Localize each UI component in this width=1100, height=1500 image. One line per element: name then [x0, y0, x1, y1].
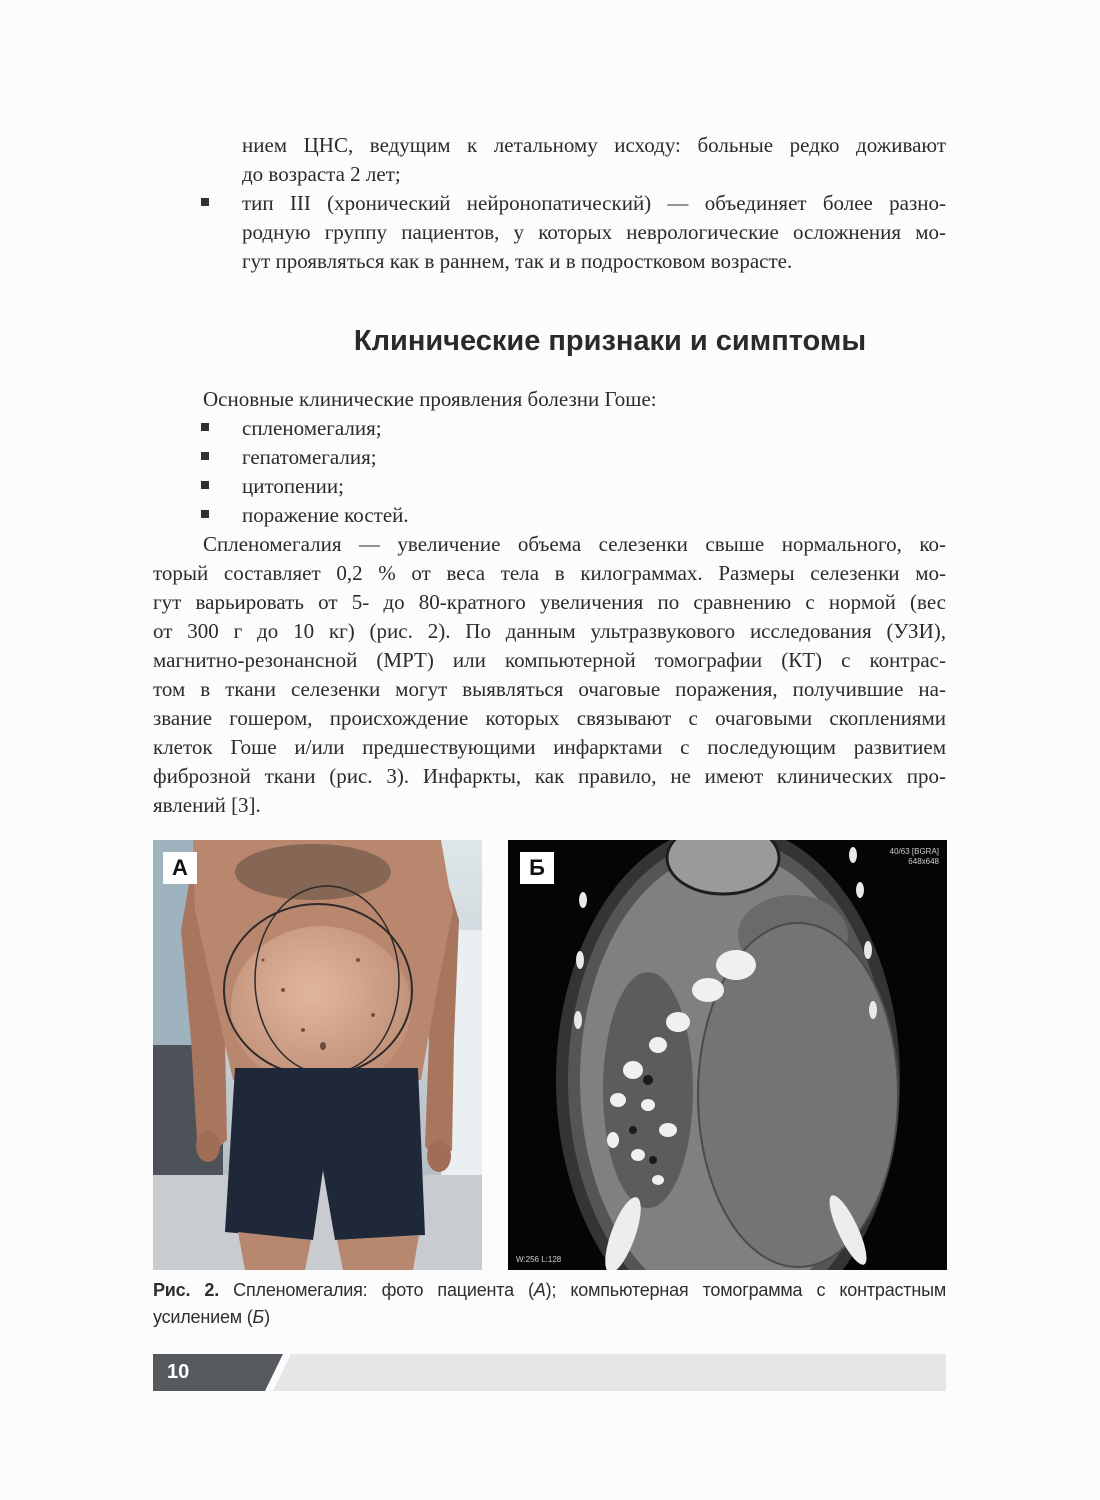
list-item-label: спленомегалия; — [242, 416, 382, 440]
section-body — [153, 385, 946, 820]
caption-italic: А — [533, 1280, 546, 1300]
figure-panel-a-patient-photo — [153, 840, 482, 1270]
square-bullet-icon — [201, 481, 209, 489]
ct-overlay-series: 40/63 [BGRA] — [889, 847, 939, 856]
square-bullet-icon — [201, 510, 209, 518]
caption-line — [153, 1304, 946, 1331]
paragraph-line: клеток Гоше и/или предшествующими инфарктами с последующим развитием — [153, 735, 946, 759]
figure-caption — [153, 1277, 946, 1331]
patient-photo-illustration — [153, 840, 482, 1270]
list-item — [242, 414, 946, 443]
text-line: тип III (хронический нейронопатический) — объединяет более разно- — [242, 191, 946, 215]
intro-line: Основные клинические проявления болезни Гоше: — [203, 387, 657, 411]
page-number: 10 — [167, 1361, 190, 1383]
section-heading: Клинические признаки и симптомы — [353, 325, 867, 357]
text-line: родную группу пациентов, у которых неврологические осложнения мо- — [242, 220, 946, 244]
ct-bowel-region — [603, 972, 693, 1208]
caption-label: Рис. 2. — [153, 1280, 220, 1300]
paragraph-line: явлений [3]. — [153, 793, 261, 817]
list-item-label: гепатомегалия; — [242, 445, 377, 469]
list-item-label: поражение костей. — [242, 503, 409, 527]
caption-italic: Б — [252, 1307, 265, 1327]
square-bullet-icon — [201, 452, 209, 460]
panel-label-a: А — [163, 852, 197, 884]
paragraph-line: том в ткани селезенки могут выявляться очаговые поражения, получившие на- — [153, 677, 946, 701]
list-item — [242, 443, 946, 472]
square-bullet-icon — [201, 423, 209, 431]
continuation-block — [153, 131, 946, 276]
list-item — [242, 501, 946, 530]
paragraph-line: гут варьировать от 5- до 80-кратного увеличения по сравнению с нормой (вес — [153, 590, 946, 614]
caption-text: ) — [264, 1307, 270, 1327]
panel-label-b: Б — [520, 852, 554, 884]
paragraph-line: Спленомегалия — увеличение объема селезенки свыше нормального, ко- — [203, 532, 946, 556]
list-item — [242, 472, 946, 501]
list-item-type3 — [242, 189, 946, 218]
paragraph-line: магнитно-резонансной (МРТ) или компьютерной томографии (КТ) с контрас- — [153, 648, 946, 672]
ct-overlay-window-level: W:256 L:128 — [516, 1255, 562, 1264]
ct-scan-illustration — [508, 840, 947, 1270]
caption-line — [153, 1277, 946, 1304]
page-footer — [153, 1354, 946, 1392]
caption-text: усилением ( — [153, 1307, 253, 1327]
text-line: гут проявляться как в раннем, так и в подростковом возрасте. — [242, 249, 793, 273]
paragraph-line: от 300 г до 10 кг) (рис. 2). По данным ультразвукового исследования (УЗИ), — [153, 619, 946, 643]
square-bullet-icon — [201, 198, 209, 206]
text-line: до возраста 2 лет; — [242, 162, 401, 186]
paragraph-line: звание гошером, происхождение которых связывают с очаговыми скоплениями — [153, 706, 946, 730]
figure-panel-b-ct-scan — [508, 840, 947, 1270]
paragraph-line: торый составляет 0,2 % от веса тела в килограммах. Размеры селезенки мо- — [153, 561, 946, 585]
footer-bands — [153, 1354, 946, 1392]
paragraph-line: фиброзной ткани (рис. 3). Инфаркты, как правило, не имеют клинических про- — [153, 764, 946, 788]
footer-light-band — [273, 1354, 946, 1391]
caption-text: Спленомегалия: фото пациента ( — [233, 1280, 534, 1300]
ct-overlay-resolution: 648x648 — [908, 857, 939, 866]
list-item-label: цитопении; — [242, 474, 344, 498]
caption-text: ); компьютерная томограмма с контрастным — [545, 1280, 946, 1300]
text-line: нием ЦНС, ведущим к летальному исходу: больные редко доживают — [242, 133, 946, 157]
